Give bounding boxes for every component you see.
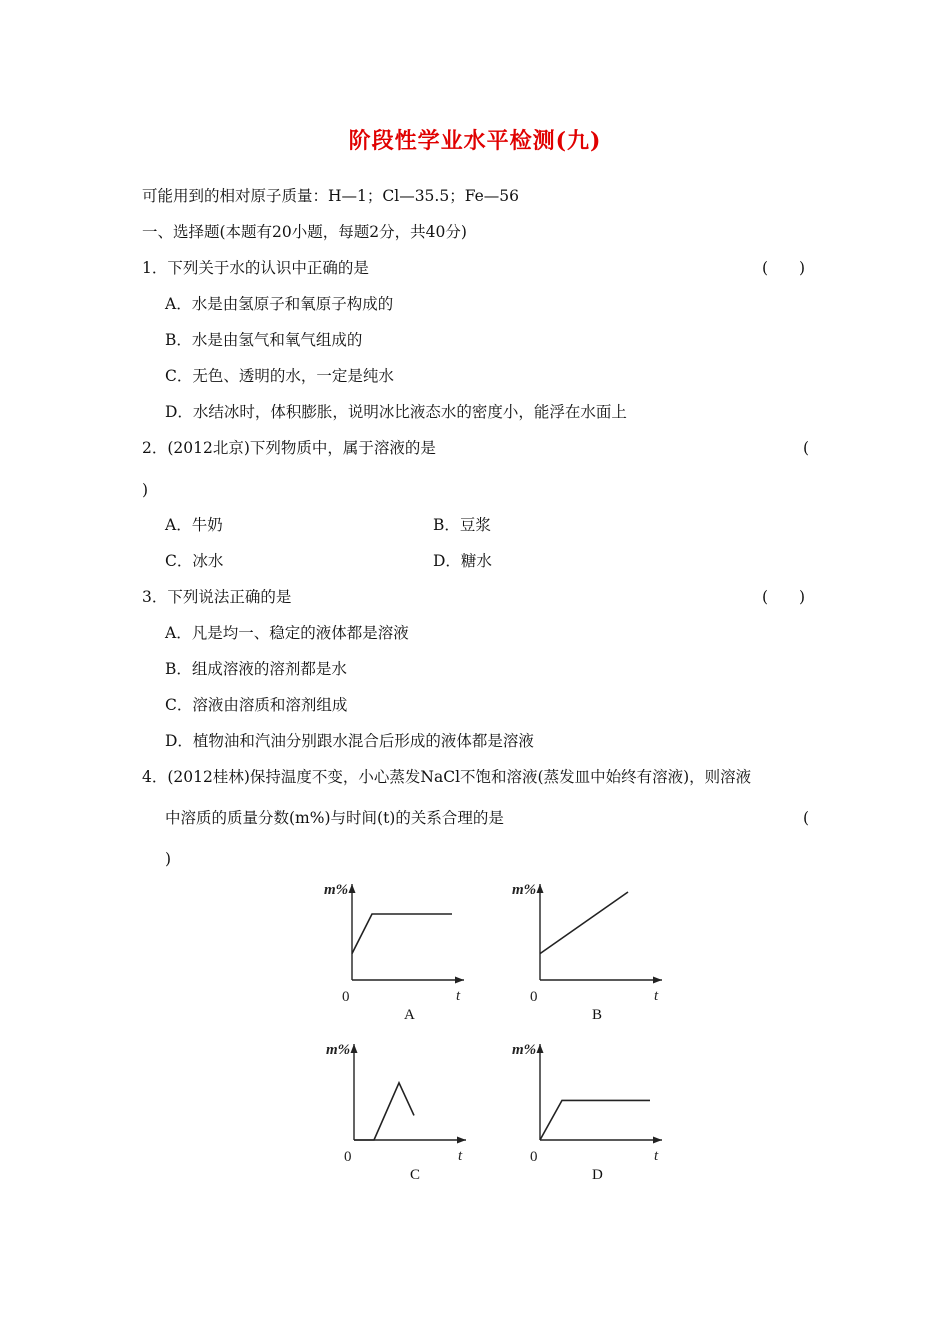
question-4-stem-line-2: 中溶质的质量分数(m%)与时间(t)的关系合理的是 [165, 809, 504, 827]
atomic-mass-note: 可能用到的相对原子质量：H—1；Cl—35.5；Fe—56 [142, 187, 520, 205]
y-axis-arrow [351, 1044, 358, 1053]
question-2-option-c: C．冰水 [165, 552, 224, 570]
origin-label: 0 [342, 989, 350, 1005]
question-1-answer-bracket: ( ) [762, 259, 806, 277]
question-2-option-d: D．糖水 [433, 552, 492, 570]
y-axis-arrow [537, 1044, 544, 1053]
graph-a-caption: A [404, 1007, 415, 1023]
y-axis-label: m% [512, 1042, 537, 1058]
origin-label: 0 [344, 1149, 352, 1165]
data-line-b [540, 892, 628, 954]
question-2-stem: 2．(2012北京)下列物质中，属于溶液的是 [142, 439, 436, 457]
question-4-close-paren: ) [165, 850, 172, 868]
x-axis-arrow [455, 977, 464, 984]
question-3-stem: 3．下列说法正确的是 [142, 588, 292, 606]
graph-c-caption: C [410, 1167, 421, 1183]
page-title: 阶段性学业水平检测(九) [348, 128, 602, 154]
x-axis-arrow [457, 1137, 466, 1144]
data-line-a [352, 914, 452, 954]
x-axis-label: t [654, 988, 659, 1004]
question-3-option-b: B．组成溶液的溶剂都是水 [165, 660, 347, 678]
graph-b-svg [500, 876, 670, 1006]
data-line-d [540, 1100, 650, 1140]
y-axis-label: m% [326, 1042, 351, 1058]
question-2-option-b: B．豆浆 [433, 516, 491, 534]
question-4-stem-line-1: 4．(2012桂林)保持温度不变，小心蒸发NaCl不饱和溶液(蒸发皿中始终有溶液)，则溶液 [142, 768, 752, 786]
question-3-answer-bracket: ( ) [762, 588, 806, 606]
question-1-stem: 1．下列关于水的认识中正确的是 [142, 259, 369, 277]
question-2-option-a: A．牛奶 [165, 516, 223, 534]
data-line-c [354, 1083, 414, 1140]
question-3-option-c: C．溶液由溶质和溶剂组成 [165, 696, 348, 714]
question-2-open-paren: ( [803, 439, 810, 457]
graph-b [500, 876, 670, 1010]
question-2-close-paren: ) [142, 481, 149, 499]
section-heading: 一、选择题(本题有20小题，每题2分，共40分) [142, 223, 467, 241]
graph-c [314, 1036, 474, 1170]
y-axis-label: m% [512, 882, 537, 898]
graph-c-svg [314, 1036, 474, 1166]
x-axis-label: t [458, 1148, 463, 1164]
graph-a-svg [312, 876, 472, 1006]
question-3-option-d: D．植物油和汽油分别跟水混合后形成的液体都是溶液 [165, 732, 534, 750]
graph-d [500, 1036, 670, 1170]
question-1-option-a: A．水是由氢原子和氧原子构成的 [165, 295, 394, 313]
question-1-option-b: B．水是由氢气和氧气组成的 [165, 331, 363, 349]
y-axis-arrow [537, 884, 544, 893]
graph-b-caption: B [592, 1007, 603, 1023]
y-axis-label: m% [324, 882, 349, 898]
graph-d-svg [500, 1036, 670, 1166]
origin-label: 0 [530, 989, 538, 1005]
question-4-open-paren: ( [803, 809, 810, 827]
question-1-option-c: C．无色、透明的水，一定是纯水 [165, 367, 394, 385]
y-axis-arrow [349, 884, 356, 893]
x-axis-label: t [654, 1148, 659, 1164]
x-axis-arrow [653, 1137, 662, 1144]
x-axis-arrow [653, 977, 662, 984]
question-1-option-d: D．水结冰时，体积膨胀，说明冰比液态水的密度小，能浮在水面上 [165, 403, 627, 421]
graph-a [312, 876, 472, 1010]
origin-label: 0 [530, 1149, 538, 1165]
graph-d-caption: D [592, 1167, 603, 1183]
question-3-option-a: A．凡是均一、稳定的液体都是溶液 [165, 624, 409, 642]
x-axis-label: t [456, 988, 461, 1004]
